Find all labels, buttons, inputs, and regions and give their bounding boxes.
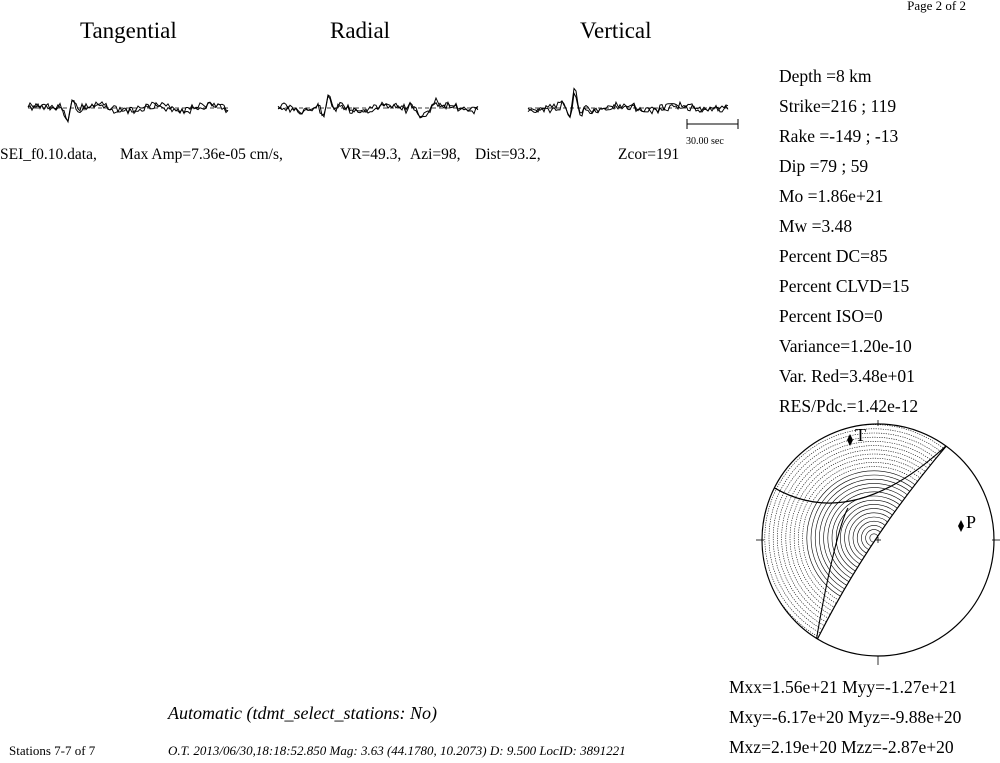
param-rake: Rake =-149 ; -13 bbox=[779, 126, 899, 146]
param-mo: Mo =1.86e+21 bbox=[779, 186, 884, 206]
moment-row-1: Mxx=1.56e+21 Myy=-1.27e+21 bbox=[729, 677, 957, 697]
component-title-tangential: Tangential bbox=[80, 18, 177, 43]
variance-reduction: VR=49.3, bbox=[340, 146, 402, 163]
radial-waveforms bbox=[278, 95, 478, 118]
param-percent-dc: Percent DC=85 bbox=[779, 246, 888, 266]
page-number: Page 2 of 2 bbox=[907, 0, 966, 13]
observed-trace bbox=[278, 95, 478, 118]
source-parameters bbox=[779, 61, 918, 421]
vertical-waveforms bbox=[528, 89, 728, 118]
moment-row-2: Mxy=-6.17e+20 Myz=-9.88e+20 bbox=[729, 707, 962, 727]
param-variance: Variance=1.20e-10 bbox=[779, 336, 912, 356]
station-count: Stations 7-7 of 7 bbox=[9, 743, 96, 758]
param-mw: Mw =3.48 bbox=[779, 216, 853, 236]
dilatational-quadrant bbox=[814, 420, 1000, 665]
param-depth: Depth =8 km bbox=[779, 66, 872, 86]
synthetic-trace bbox=[528, 93, 728, 117]
moment-tensor-block bbox=[729, 672, 961, 762]
component-title-radial: Radial bbox=[330, 18, 391, 43]
zcor: Zcor=191 bbox=[618, 146, 680, 163]
time-scale-label: 30.00 sec bbox=[686, 136, 724, 147]
param-percent-iso: Percent ISO=0 bbox=[779, 306, 883, 326]
synthetic-trace bbox=[278, 96, 478, 117]
origin-info: O.T. 2013/06/30,18:18:52.850 Mag: 3.63 (44.1780, 10.2073) D: 9.500 LocID: 3891221 bbox=[168, 743, 626, 758]
selection-mode: Automatic (tdmt_select_stations: No) bbox=[168, 703, 437, 723]
t-axis-label: T bbox=[855, 425, 866, 445]
azimuth: Azi=98, bbox=[410, 146, 461, 163]
param-strike: Strike=216 ; 119 bbox=[779, 96, 897, 116]
station-file: SEI_f0.10.data, bbox=[0, 146, 97, 163]
param-res-pdc: RES/Pdc.=1.42e-12 bbox=[779, 396, 919, 416]
param-dip: Dip =79 ; 59 bbox=[779, 156, 869, 176]
synthetic-trace bbox=[28, 100, 228, 122]
max-amp: Max Amp=7.36e-05 cm/s, bbox=[120, 146, 283, 163]
param-var-red: Var. Red=3.48e+01 bbox=[779, 366, 915, 386]
p-axis-label: P bbox=[966, 512, 977, 532]
time-scale-bar bbox=[686, 119, 738, 147]
component-title-vertical: Vertical bbox=[580, 18, 652, 43]
observed-trace bbox=[28, 101, 228, 122]
waveform-panel bbox=[0, 80, 760, 150]
moment-row-3: Mxz=2.19e+20 Mzz=-2.87e+20 bbox=[729, 737, 954, 757]
param-percent-clvd: Percent CLVD=15 bbox=[779, 276, 910, 296]
distance: Dist=93.2, bbox=[475, 146, 541, 163]
focal-mechanism-beachball bbox=[756, 420, 1000, 665]
tangential-waveforms bbox=[28, 100, 228, 122]
